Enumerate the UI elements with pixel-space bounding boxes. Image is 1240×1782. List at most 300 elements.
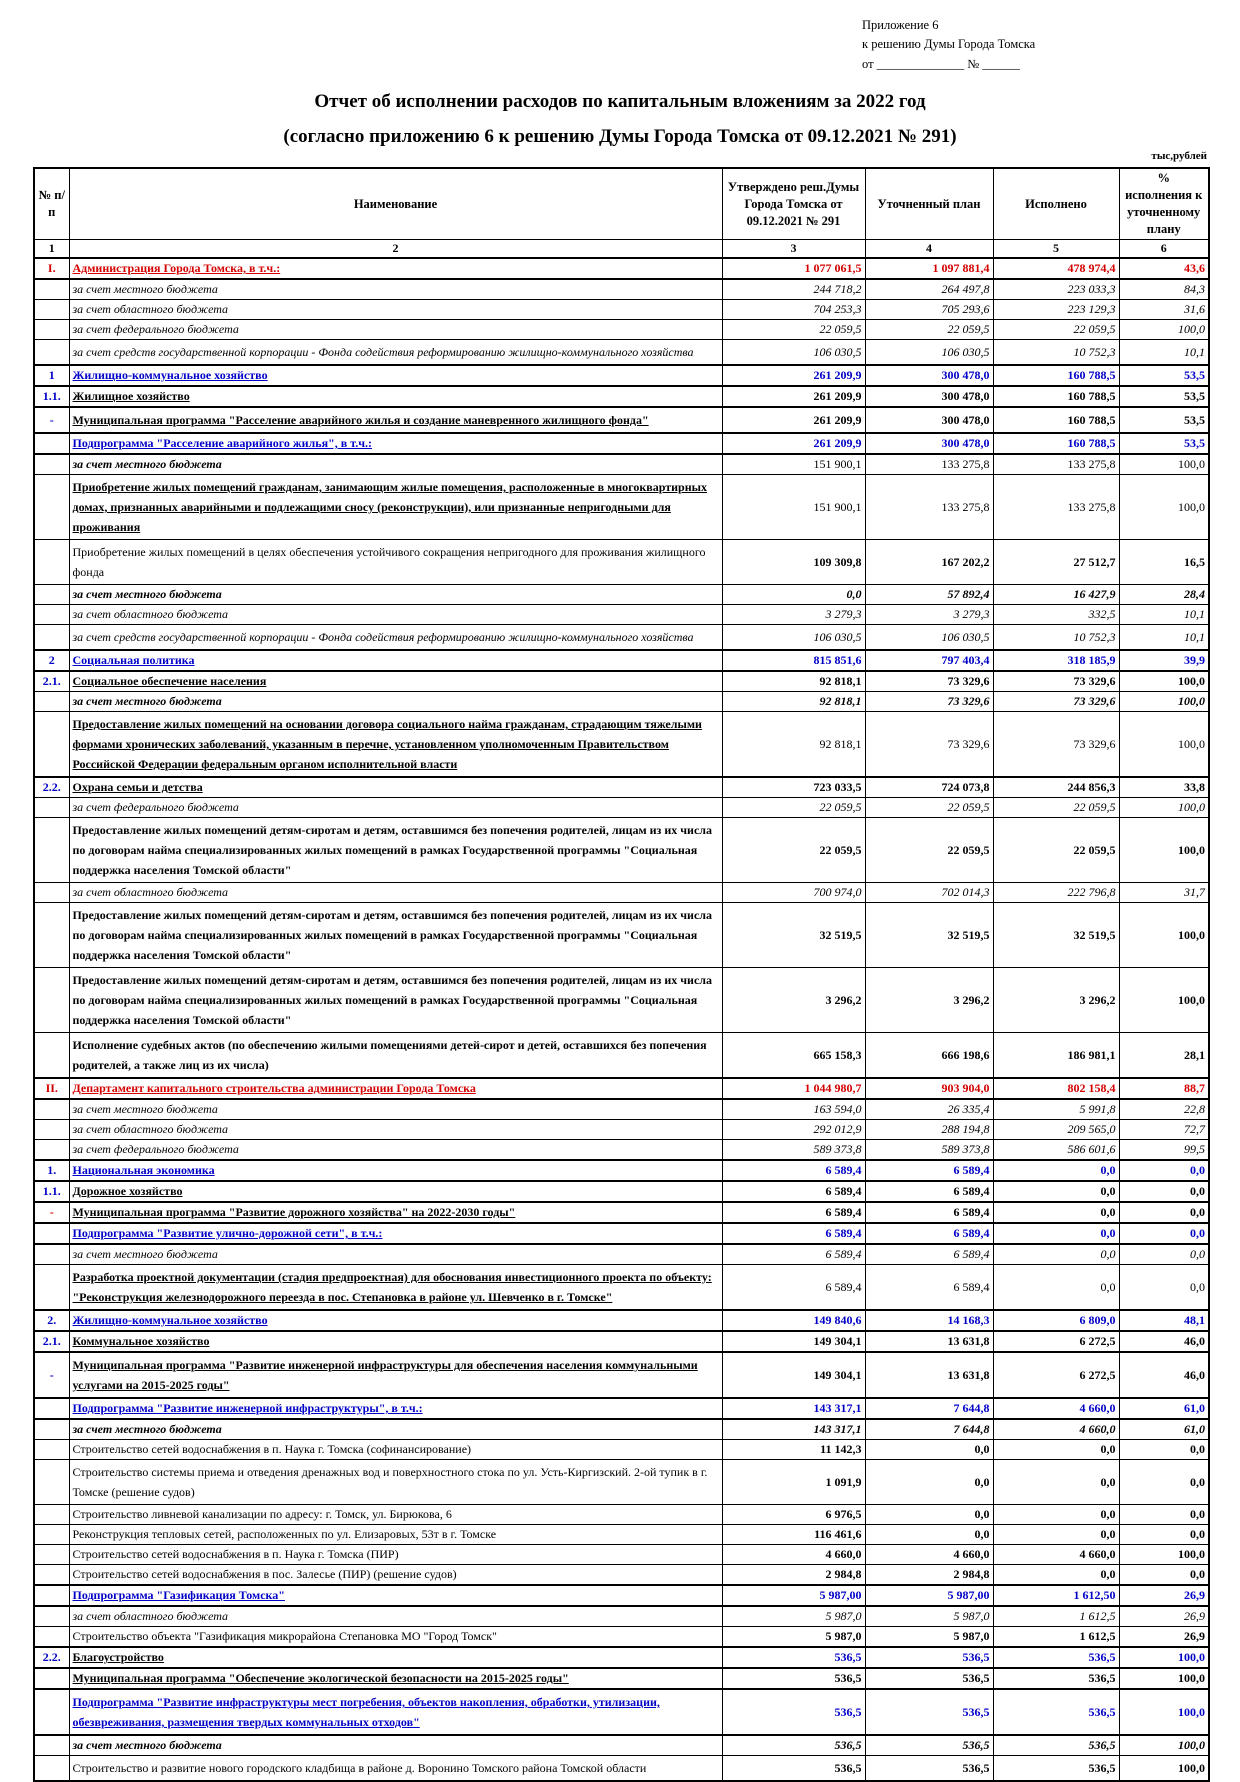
row-name-cell	[69, 1099, 722, 1120]
row-value-cell: 5 987,0	[722, 1627, 865, 1648]
table-row	[34, 300, 1209, 320]
row-name-cell	[69, 1647, 722, 1668]
header-row	[34, 168, 1209, 240]
row-number-cell	[34, 1140, 69, 1161]
row-number-cell	[34, 798, 69, 818]
row-value-cell: 2 984,8	[722, 1565, 865, 1586]
header-updated: Уточненный план	[865, 168, 993, 240]
page-title	[0, 84, 1240, 154]
row-value-cell: 13 631,8	[865, 1331, 993, 1352]
row-name-cell	[69, 1419, 722, 1440]
row-value-cell: 6 589,4	[865, 1265, 993, 1311]
colnum-5: 5	[993, 240, 1119, 259]
row-name-text: Приобретение жилых помещений гражданам, занимающим жилые помещения, расположенные в многоквартирных домах, признанных аварийными и подлежащими сносу (реконструкции), или признанные непригодными для проживания	[72, 480, 707, 534]
row-value-cell: 536,5	[865, 1647, 993, 1668]
row-value-cell: 536,5	[722, 1735, 865, 1756]
row-value-cell: 6 589,4	[865, 1160, 993, 1181]
row-value-cell: 143 317,1	[722, 1398, 865, 1419]
row-value-cell: 300 478,0	[865, 386, 993, 407]
table-row	[34, 671, 1209, 692]
colnum-2: 2	[69, 240, 722, 259]
row-name-text: за счет областного бюджета	[72, 1609, 229, 1623]
row-value-cell: 92 818,1	[722, 671, 865, 692]
row-name-text: Жилищно-коммунальное хозяйство	[72, 368, 268, 382]
row-value-cell: 116 461,6	[722, 1525, 865, 1545]
row-name-text: Администрация Города Томска, в т.ч.:	[72, 261, 281, 275]
row-value-cell: 264 497,8	[865, 279, 993, 300]
row-value-cell: 300 478,0	[865, 365, 993, 386]
row-value-cell: 0,0	[993, 1202, 1119, 1223]
table-row	[34, 650, 1209, 671]
row-name-cell	[69, 1223, 722, 1244]
table-row	[34, 968, 1209, 1033]
header-percent: % исполнения к уточненному плану	[1119, 168, 1209, 240]
table-row	[34, 1099, 1209, 1120]
row-value-cell: 26,9	[1119, 1585, 1209, 1606]
table-row	[34, 1627, 1209, 1648]
row-name-cell	[69, 407, 722, 433]
row-value-cell: 160 788,5	[993, 365, 1119, 386]
row-number-cell	[34, 300, 69, 320]
table-row	[34, 1244, 1209, 1265]
row-value-cell: 100,0	[1119, 1668, 1209, 1689]
table-row	[34, 1202, 1209, 1223]
row-name-text: Подпрограмма "Развитие инфраструктуры мест погребения, объектов накопления, обработки, утилизации, обезвреживания, размещения твердых коммунальных отходов"	[72, 1695, 660, 1729]
row-name-cell	[69, 1352, 722, 1398]
row-name-cell	[69, 454, 722, 475]
row-name-cell	[69, 1756, 722, 1782]
row-value-cell: 0,0	[865, 1460, 993, 1505]
row-name-text: за счет местного бюджета	[72, 282, 218, 296]
row-name-text: за счет местного бюджета	[72, 457, 222, 471]
row-value-cell: 26,9	[1119, 1606, 1209, 1627]
row-value-cell: 48,1	[1119, 1310, 1209, 1331]
table-row	[34, 1545, 1209, 1565]
row-name-cell	[69, 1140, 722, 1161]
row-name-cell	[69, 1440, 722, 1460]
row-value-cell: 1 612,50	[993, 1585, 1119, 1606]
row-number-cell	[34, 1545, 69, 1565]
row-value-cell: 92 818,1	[722, 692, 865, 712]
row-value-cell: 0,0	[1119, 1440, 1209, 1460]
row-name-text: Строительство системы приема и отведения дренажных вод и поверхностного стока по ул. Усть-Киргизский. 2-ой тупик в г. Томске (решение судов)	[72, 1465, 708, 1499]
row-value-cell: 13 631,8	[865, 1352, 993, 1398]
table-row	[34, 1756, 1209, 1782]
row-name-text: Подпрограмма "Расселение аварийного жилья", в т.ч.:	[72, 436, 372, 450]
table-row	[34, 320, 1209, 340]
row-value-cell: 4 660,0	[993, 1419, 1119, 1440]
row-value-cell: 72,7	[1119, 1120, 1209, 1140]
table-row	[34, 1606, 1209, 1627]
report-table	[33, 167, 1210, 1782]
header-name: Наименование	[69, 168, 722, 240]
row-value-cell: 100,0	[1119, 968, 1209, 1033]
row-value-cell: 100,0	[1119, 320, 1209, 340]
row-value-cell: 5 987,0	[865, 1606, 993, 1627]
row-name-text: за счет местного бюджета	[72, 587, 222, 601]
row-value-cell: 6 589,4	[722, 1202, 865, 1223]
row-name-text: за счет федерального бюджета	[72, 322, 239, 336]
table-row	[34, 1140, 1209, 1161]
row-value-cell: 100,0	[1119, 712, 1209, 778]
row-value-cell: 61,0	[1119, 1398, 1209, 1419]
row-name-cell	[69, 1265, 722, 1311]
row-number-cell	[34, 475, 69, 540]
row-value-cell: 73 329,6	[865, 671, 993, 692]
row-value-cell: 0,0	[722, 585, 865, 605]
row-value-cell: 32 519,5	[865, 903, 993, 968]
row-name-text: Строительство сетей водоснабжения в пос. Залесье (ПИР) (решение судов)	[72, 1567, 457, 1581]
row-value-cell: 106 030,5	[865, 625, 993, 651]
row-name-cell	[69, 650, 722, 671]
row-name-text: Муниципальная программа "Расселение аварийного жилья и создание маневренного жилищного фонда"	[72, 413, 649, 427]
row-name-text: за счет местного бюджета	[72, 1247, 218, 1261]
table-row	[34, 1440, 1209, 1460]
table-row	[34, 777, 1209, 798]
row-number-cell	[34, 605, 69, 625]
row-name-text: Коммунальное хозяйство	[72, 1334, 210, 1348]
row-value-cell: 100,0	[1119, 818, 1209, 883]
row-value-cell: 10 752,3	[993, 625, 1119, 651]
row-number-cell	[34, 903, 69, 968]
row-name-text: за счет средств государственной корпорации - Фонда содействия реформированию жилищно-коммунального хозяйства	[72, 345, 694, 359]
table-row	[34, 1352, 1209, 1398]
row-name-cell	[69, 605, 722, 625]
page-title-line1: Отчет об исполнении расходов по капитальным вложениям за 2022 год	[314, 91, 926, 112]
row-number-cell	[34, 585, 69, 605]
row-value-cell: 700 974,0	[722, 883, 865, 903]
row-name-cell	[69, 1627, 722, 1648]
row-value-cell: 26 335,4	[865, 1099, 993, 1120]
row-value-cell: 666 198,6	[865, 1033, 993, 1079]
row-name-cell	[69, 320, 722, 340]
row-value-cell: 0,0	[1119, 1244, 1209, 1265]
row-number-cell: 2.1.	[34, 671, 69, 692]
row-value-cell: 73 329,6	[865, 692, 993, 712]
row-value-cell: 815 851,6	[722, 650, 865, 671]
row-name-text: Реконструкция тепловых сетей, расположенных по ул. Елизаровых, 53т в г. Томске	[72, 1527, 497, 1541]
row-number-cell	[34, 712, 69, 778]
row-value-cell: 0,0	[865, 1440, 993, 1460]
row-name-cell	[69, 818, 722, 883]
row-name-text: Предоставление жилых помещений детям-сиротам и детям, оставшимся без попечения родителей, лицам из их числа по договорам найма специализированных жилых помещений в рамках Государственной программы "Социальная поддержка населения Томской области"	[72, 908, 713, 962]
table-row	[34, 1310, 1209, 1331]
row-value-cell: 92 818,1	[722, 712, 865, 778]
row-value-cell: 6 589,4	[865, 1202, 993, 1223]
header-approved: Утверждено реш.Думы Города Томска от 09.12.2021 № 291	[722, 168, 865, 240]
table-row	[34, 279, 1209, 300]
row-value-cell: 32 519,5	[993, 903, 1119, 968]
row-number-cell	[34, 454, 69, 475]
row-value-cell: 7 644,8	[865, 1398, 993, 1419]
row-number-cell: -	[34, 1352, 69, 1398]
row-value-cell: 5 987,0	[722, 1606, 865, 1627]
row-name-cell	[69, 258, 722, 279]
row-name-cell	[69, 340, 722, 366]
row-name-cell	[69, 903, 722, 968]
row-name-cell	[69, 777, 722, 798]
row-value-cell: 27 512,7	[993, 540, 1119, 585]
row-value-cell: 1 077 061,5	[722, 258, 865, 279]
row-number-cell: -	[34, 1202, 69, 1223]
table-row	[34, 585, 1209, 605]
row-value-cell: 536,5	[722, 1756, 865, 1782]
row-number-cell: II.	[34, 1078, 69, 1099]
table-row	[34, 1419, 1209, 1440]
row-value-cell: 11 142,3	[722, 1440, 865, 1460]
row-name-text: Жилищное хозяйство	[72, 389, 190, 403]
row-value-cell: 100,0	[1119, 671, 1209, 692]
colnum-4: 4	[865, 240, 993, 259]
row-value-cell: 6 589,4	[865, 1223, 993, 1244]
row-value-cell: 31,7	[1119, 883, 1209, 903]
row-number-cell	[34, 883, 69, 903]
row-value-cell: 802 158,4	[993, 1078, 1119, 1099]
row-name-text: за счет областного бюджета	[72, 607, 229, 621]
row-value-cell: 6 589,4	[722, 1223, 865, 1244]
row-value-cell: 5 987,00	[722, 1585, 865, 1606]
row-number-cell	[34, 1525, 69, 1545]
row-value-cell: 22,8	[1119, 1099, 1209, 1120]
row-value-cell: 261 209,9	[722, 433, 865, 454]
row-value-cell: 53,5	[1119, 407, 1209, 433]
report-table-body	[34, 258, 1209, 1781]
row-number-cell	[34, 1099, 69, 1120]
row-number-cell	[34, 1668, 69, 1689]
row-name-cell	[69, 1565, 722, 1586]
row-name-text: Охрана семьи и детства	[72, 780, 203, 794]
row-name-text: Разработка проектной документации (стадия предпроектная) для обоснования инвестиционного проекта по объекту: "Реконструкция железнодорожного переезда в пос. Степановка в районе ул. Шевченко в г. Томске"	[72, 1270, 712, 1304]
row-number-cell	[34, 625, 69, 651]
row-value-cell: 100,0	[1119, 475, 1209, 540]
row-value-cell: 7 644,8	[865, 1419, 993, 1440]
row-name-text: за счет местного бюджета	[72, 694, 222, 708]
table-row	[34, 386, 1209, 407]
row-name-text: Социальная политика	[72, 653, 195, 667]
row-number-cell: 2.	[34, 1310, 69, 1331]
row-value-cell: 0,0	[1119, 1181, 1209, 1202]
row-value-cell: 149 304,1	[722, 1352, 865, 1398]
row-value-cell: 536,5	[993, 1689, 1119, 1735]
row-value-cell: 0,0	[1119, 1265, 1209, 1311]
row-name-text: Дорожное хозяйство	[72, 1184, 183, 1198]
row-value-cell: 300 478,0	[865, 433, 993, 454]
row-value-cell: 53,5	[1119, 433, 1209, 454]
row-name-cell	[69, 1310, 722, 1331]
row-value-cell: 0,0	[993, 1460, 1119, 1505]
table-row	[34, 475, 1209, 540]
row-value-cell: 1 612,5	[993, 1627, 1119, 1648]
table-row	[34, 1181, 1209, 1202]
row-name-text: Строительство и развитие нового городского кладбища в районе д. Воронино Томского района Томской области	[72, 1761, 647, 1775]
row-value-cell: 10,1	[1119, 340, 1209, 366]
table-row	[34, 1585, 1209, 1606]
row-name-cell	[69, 1525, 722, 1545]
row-number-cell: I.	[34, 258, 69, 279]
row-number-cell	[34, 1756, 69, 1782]
row-number-cell	[34, 1440, 69, 1460]
row-name-cell	[69, 1606, 722, 1627]
row-value-cell: 10,1	[1119, 605, 1209, 625]
row-value-cell: 100,0	[1119, 1647, 1209, 1668]
table-row	[34, 1398, 1209, 1419]
row-value-cell: 0,0	[993, 1181, 1119, 1202]
row-number-cell: 1.1.	[34, 1181, 69, 1202]
row-value-cell: 536,5	[993, 1735, 1119, 1756]
row-name-cell	[69, 1735, 722, 1756]
row-value-cell: 133 275,8	[993, 454, 1119, 475]
row-value-cell: 100,0	[1119, 1545, 1209, 1565]
row-number-cell	[34, 1735, 69, 1756]
table-row	[34, 340, 1209, 366]
row-value-cell: 22 059,5	[722, 320, 865, 340]
row-value-cell: 22 059,5	[722, 818, 865, 883]
row-value-cell: 2 984,8	[865, 1565, 993, 1586]
table-row	[34, 798, 1209, 818]
row-number-cell	[34, 540, 69, 585]
row-value-cell: 589 373,8	[865, 1140, 993, 1161]
row-name-cell	[69, 1460, 722, 1505]
colnum-3: 3	[722, 240, 865, 259]
row-value-cell: 223 129,3	[993, 300, 1119, 320]
row-value-cell: 53,5	[1119, 365, 1209, 386]
row-value-cell: 288 194,8	[865, 1120, 993, 1140]
row-name-text: Жилищно-коммунальное хозяйство	[72, 1313, 268, 1327]
row-name-text: Муниципальная программа "Обеспечение экологической безопасности на 2015-2025 годы"	[72, 1671, 569, 1685]
row-value-cell: 100,0	[1119, 903, 1209, 968]
row-value-cell: 28,1	[1119, 1033, 1209, 1079]
row-value-cell: 797 403,4	[865, 650, 993, 671]
row-value-cell: 244 718,2	[722, 279, 865, 300]
row-value-cell: 14 168,3	[865, 1310, 993, 1331]
row-name-cell	[69, 1160, 722, 1181]
row-value-cell: 723 033,5	[722, 777, 865, 798]
row-number-cell	[34, 1419, 69, 1440]
row-value-cell: 22 059,5	[722, 798, 865, 818]
row-value-cell: 143 317,1	[722, 1419, 865, 1440]
row-value-cell: 160 788,5	[993, 433, 1119, 454]
row-value-cell: 163 594,0	[722, 1099, 865, 1120]
row-value-cell: 1 091,9	[722, 1460, 865, 1505]
table-row	[34, 1160, 1209, 1181]
row-name-cell	[69, 1033, 722, 1079]
row-value-cell: 665 158,3	[722, 1033, 865, 1079]
row-value-cell: 16,5	[1119, 540, 1209, 585]
table-row	[34, 903, 1209, 968]
row-value-cell: 149 840,6	[722, 1310, 865, 1331]
row-value-cell: 4 660,0	[722, 1545, 865, 1565]
row-value-cell: 106 030,5	[722, 340, 865, 366]
row-name-cell	[69, 386, 722, 407]
row-value-cell: 6 589,4	[722, 1265, 865, 1311]
row-value-cell: 0,0	[993, 1440, 1119, 1460]
row-value-cell: 0,0	[865, 1505, 993, 1525]
row-name-cell	[69, 1545, 722, 1565]
colnum-6: 6	[1119, 240, 1209, 259]
row-name-text: Строительство ливневой канализации по адресу: г. Томск, ул. Бирюкова, 6	[72, 1507, 452, 1521]
table-row	[34, 625, 1209, 651]
row-value-cell: 0,0	[1119, 1525, 1209, 1545]
row-name-cell	[69, 625, 722, 651]
row-name-cell	[69, 540, 722, 585]
row-number-cell	[34, 1398, 69, 1419]
row-value-cell: 0,0	[993, 1565, 1119, 1586]
row-value-cell: 0,0	[1119, 1505, 1209, 1525]
row-name-cell	[69, 1120, 722, 1140]
row-value-cell: 536,5	[865, 1668, 993, 1689]
row-value-cell: 6 589,4	[722, 1244, 865, 1265]
header-executed: Исполнено	[993, 168, 1119, 240]
row-value-cell: 1 044 980,7	[722, 1078, 865, 1099]
row-name-text: за счет местного бюджета	[72, 1422, 222, 1436]
row-value-cell: 0,0	[1119, 1202, 1209, 1223]
row-name-cell	[69, 475, 722, 540]
table-row	[34, 1647, 1209, 1668]
row-value-cell: 61,0	[1119, 1419, 1209, 1440]
row-number-cell	[34, 1689, 69, 1735]
row-value-cell: 100,0	[1119, 692, 1209, 712]
table-row	[34, 818, 1209, 883]
row-value-cell: 0,0	[993, 1244, 1119, 1265]
row-name-cell	[69, 1668, 722, 1689]
row-number-cell	[34, 968, 69, 1033]
row-name-cell	[69, 1398, 722, 1419]
row-name-cell	[69, 1202, 722, 1223]
row-value-cell: 536,5	[722, 1668, 865, 1689]
table-row	[34, 1460, 1209, 1505]
row-name-text: Предоставление жилых помещений детям-сиротам и детям, оставшимся без попечения родителей, лицам из их числа по договорам найма специализированных жилых помещений в рамках Государственной программы "Социальная поддержка населения Томской области"	[72, 973, 713, 1027]
row-value-cell: 73 329,6	[993, 692, 1119, 712]
row-value-cell: 133 275,8	[865, 454, 993, 475]
row-name-text: Подпрограмма "Газификация Томска"	[72, 1588, 285, 1602]
row-value-cell: 167 202,2	[865, 540, 993, 585]
row-name-cell	[69, 1181, 722, 1202]
row-value-cell: 536,5	[722, 1689, 865, 1735]
row-value-cell: 5 991,8	[993, 1099, 1119, 1120]
appendix-line2: к решению Думы Города Томска	[862, 37, 1036, 52]
row-value-cell: 16 427,9	[993, 585, 1119, 605]
row-value-cell: 31,6	[1119, 300, 1209, 320]
row-name-cell	[69, 671, 722, 692]
row-name-text: Строительство сетей водоснабжения в п. Наука г. Томска (ПИР)	[72, 1547, 399, 1561]
row-value-cell: 705 293,6	[865, 300, 993, 320]
row-number-cell	[34, 1565, 69, 1586]
row-value-cell: 6 809,0	[993, 1310, 1119, 1331]
row-value-cell: 73 329,6	[993, 712, 1119, 778]
appendix-block	[862, 16, 1035, 74]
row-value-cell: 0,0	[1119, 1565, 1209, 1586]
row-value-cell: 0,0	[1119, 1460, 1209, 1505]
row-value-cell: 0,0	[1119, 1223, 1209, 1244]
row-number-cell: 2.1.	[34, 1331, 69, 1352]
table-row	[34, 407, 1209, 433]
row-value-cell: 151 900,1	[722, 454, 865, 475]
row-value-cell: 222 796,8	[993, 883, 1119, 903]
row-value-cell: 261 209,9	[722, 407, 865, 433]
row-value-cell: 536,5	[865, 1756, 993, 1782]
row-value-cell: 22 059,5	[865, 818, 993, 883]
row-name-text: Исполнение судебных актов (по обеспечению жилыми помещениями детей-сирот и детей, оставшихся без попечения родителей, а также лиц из их числа)	[72, 1038, 707, 1072]
row-name-text: Национальная экономика	[72, 1163, 215, 1177]
row-number-cell	[34, 433, 69, 454]
appendix-line3: от ______________ № ______	[862, 56, 1020, 71]
row-value-cell: 0,0	[865, 1525, 993, 1545]
row-name-cell	[69, 585, 722, 605]
row-value-cell: 3 296,2	[993, 968, 1119, 1033]
row-value-cell: 332,5	[993, 605, 1119, 625]
row-value-cell: 1 612,5	[993, 1606, 1119, 1627]
table-row	[34, 883, 1209, 903]
